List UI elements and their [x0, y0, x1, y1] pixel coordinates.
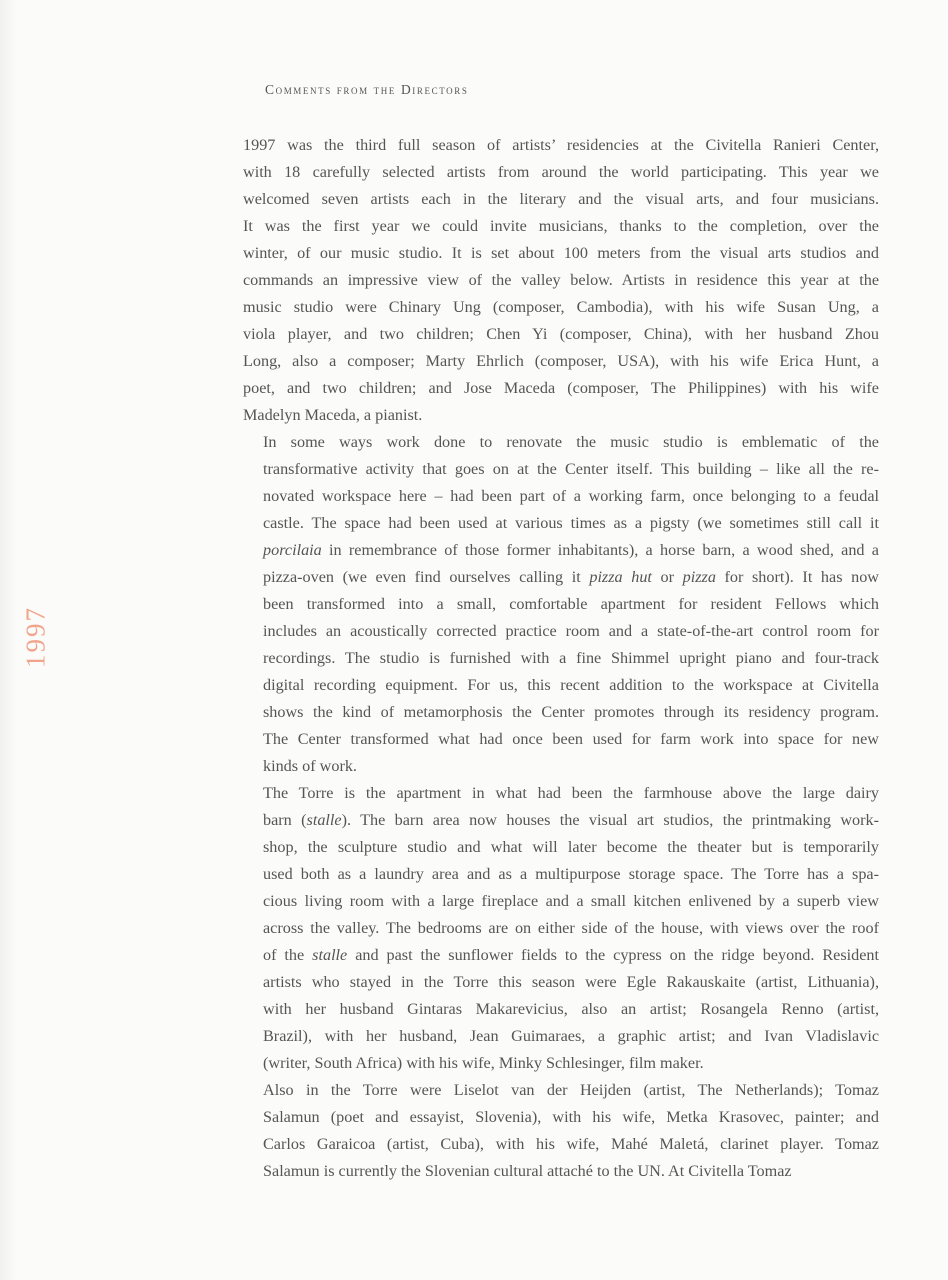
text-line: with 18 carefully selected artists from around the world participating. This year we: [243, 163, 879, 181]
text-line: been transformed into a small, comfortable apartment for resident Fellows which: [263, 595, 879, 613]
text-line: Brazil), with her husband, Jean Guimaraes, a graphic artist; and Ivan Vladislavic: [263, 1027, 879, 1045]
text-line: viola player, and two children; Chen Yi (composer, China), with her husband Zhou: [243, 325, 879, 343]
year-side-tab: 1997: [20, 606, 51, 668]
text-line: shows the kind of metamorphosis the Center promotes through its residency program.: [263, 703, 879, 721]
text-line: artists who stayed in the Torre this season were Egle Rakauskaite (artist, Lithuania),: [263, 973, 879, 991]
text-line: Salamun is currently the Slovenian cultural attaché to the UN. At Civitella Tomaz: [263, 1162, 792, 1180]
text-line: commands an impressive view of the valley below. Artists in residence this year at the: [243, 271, 879, 289]
text-line: 1997 was the third full season of artists’ residencies at the Civitella Ranieri Center,: [243, 136, 879, 154]
text-line: In some ways work done to renovate the music studio is emblematic of the: [263, 433, 879, 451]
text-line: across the valley. The bedrooms are on either side of the house, with views over the roof: [263, 919, 879, 937]
italic-term: stalle: [306, 811, 342, 829]
text-line: porcilaia in remembrance of those former inhabitants), a horse barn, a wood shed, and a: [263, 541, 879, 559]
text-line: digital recording equipment. For us, this recent addition to the workspace at Civitella: [263, 676, 879, 694]
text-line: Salamun (poet and essayist, Slovenia), with his wife, Metka Krasovec, painter; and: [263, 1108, 879, 1126]
text-line: includes an acoustically corrected practice room and a state-of-the-art control room for: [263, 622, 879, 640]
paragraph-1: [243, 132, 879, 429]
italic-term: stalle: [312, 946, 348, 964]
text-line: novated workspace here – had been part of a working farm, once belonging to a feudal: [263, 487, 879, 505]
text-line: Long, also a composer; Marty Ehrlich (composer, USA), with his wife Erica Hunt, a: [243, 352, 879, 370]
text-line: Madelyn Maceda, a pianist.: [243, 406, 423, 424]
paragraph-4: [243, 1077, 879, 1185]
text-line: pizza-oven (we even find ourselves calling it pizza hut or pizza for short). It has now: [263, 568, 879, 586]
italic-term: porcilaia: [263, 541, 322, 559]
text-line: used both as a laundry area and as a multipurpose storage space. The Torre has a spa-: [263, 865, 879, 883]
text-line: music studio were Chinary Ung (composer, Cambodia), with his wife Susan Ung, a: [243, 298, 879, 316]
paragraph-3: [243, 780, 879, 1077]
text-line: winter, of our music studio. It is set about 100 meters from the visual arts studios and: [243, 244, 879, 262]
section-title: Comments from the Directors: [265, 82, 469, 97]
text-line: with her husband Gintaras Makarevicius, also an artist; Rosangela Renno (artist,: [263, 1000, 879, 1018]
text-line: transformative activity that goes on at the Center itself. This building – like all the re-: [263, 460, 879, 478]
text-line: Carlos Garaicoa (artist, Cuba), with his wife, Mahé Maletá, clarinet player. Tomaz: [263, 1135, 879, 1153]
text-line: barn (stalle). The barn area now houses the visual art studios, the printmaking work-: [263, 811, 879, 829]
text-line: welcomed seven artists each in the literary and the visual arts, and four musicians.: [243, 190, 879, 208]
text-line: cious living room with a large fireplace and a small kitchen enlivened by a superb view: [263, 892, 879, 910]
paragraph-2: [243, 429, 879, 780]
text-line: (writer, South Africa) with his wife, Minky Schlesinger, film maker.: [263, 1054, 704, 1072]
text-line: poet, and two children; and Jose Maceda (composer, The Philippines) with his wife: [243, 379, 879, 397]
text-line: castle. The space had been used at various times as a pigsty (we sometimes still call it: [263, 514, 879, 532]
italic-term: pizza hut: [589, 568, 652, 586]
text-line: recordings. The studio is furnished with a fine Shimmel upright piano and four-track: [263, 649, 879, 667]
text-line: of the stalle and past the sunflower fields to the cypress on the ridge beyond. Resident: [263, 946, 879, 964]
text-line: It was the first year we could invite musicians, thanks to the completion, over the: [243, 217, 879, 235]
article-body: [243, 132, 879, 1185]
text-line: kinds of work.: [263, 757, 357, 775]
text-line: shop, the sculpture studio and what will later become the theater but is temporarily: [263, 838, 879, 856]
italic-term: pizza: [682, 568, 716, 586]
page-gutter-shadow: [0, 0, 18, 1280]
text-line: The Torre is the apartment in what had been the farmhouse above the large dairy: [263, 784, 879, 802]
text-line: Also in the Torre were Liselot van der Heijden (artist, The Netherlands); Tomaz: [263, 1081, 879, 1099]
text-line: The Center transformed what had once been used for farm work into space for new: [263, 730, 879, 748]
